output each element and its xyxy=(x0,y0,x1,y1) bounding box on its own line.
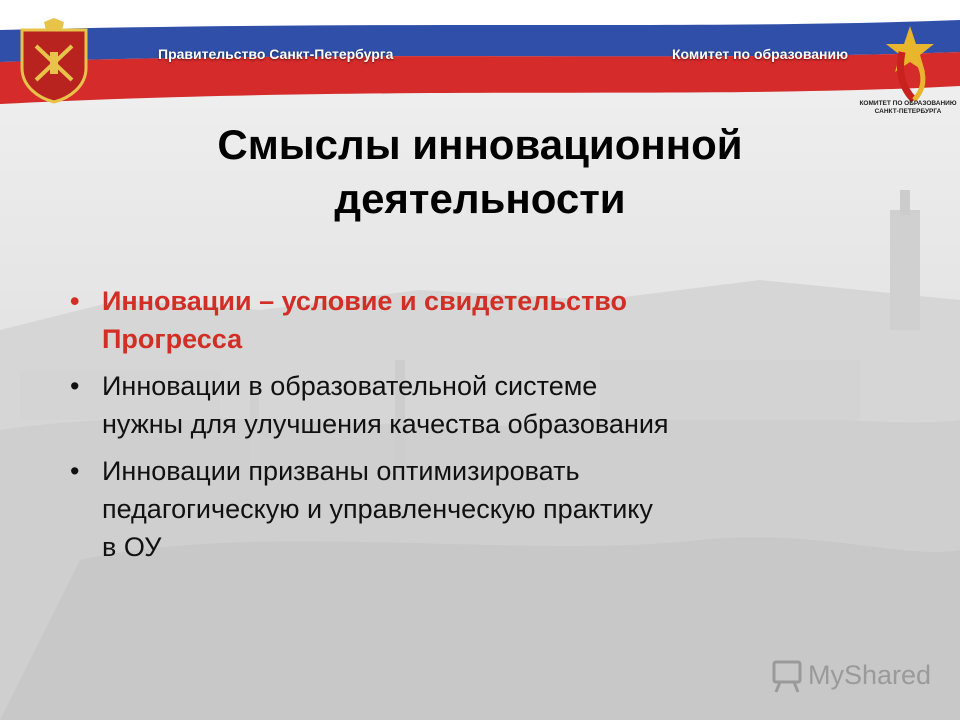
bullet-line: в ОУ xyxy=(102,532,162,562)
bullet-item-progress xyxy=(70,282,890,358)
bullet-item-education-quality xyxy=(70,367,890,443)
slide-title xyxy=(80,118,880,226)
bullet-line: педагогическую и управленческую практику xyxy=(102,494,653,524)
bullet-line: нужны для улучшения качества образования xyxy=(102,409,669,439)
slide-title-line2: деятельности xyxy=(334,175,626,222)
committee-logo-caption xyxy=(856,100,960,116)
watermark-text: MyShared xyxy=(808,660,932,690)
committee-caption-line2: САНКТ-ПЕТЕРБУРГА xyxy=(874,108,942,115)
bullet-list xyxy=(70,282,890,575)
bullet-line: Инновации призваны оптимизировать xyxy=(102,456,580,486)
committee-caption-line1: КОМИТЕТ ПО ОБРАЗОВАНИЮ xyxy=(859,100,957,107)
committee-label: Комитет по образованию xyxy=(672,46,849,62)
bullet-item-optimize-practice xyxy=(70,452,890,566)
bullet-line: Инновации – условие и свидетельство xyxy=(102,286,628,316)
spb-coat-of-arms-icon xyxy=(12,18,96,104)
slide-title-line1: Смыслы инновационной xyxy=(217,121,743,168)
bullet-line: Прогресса xyxy=(102,324,243,354)
bullet-marker: • xyxy=(70,371,80,401)
bullet-marker: • xyxy=(70,456,80,486)
government-label: Правительство Санкт-Петербурга xyxy=(158,46,394,62)
bullet-marker: • xyxy=(70,286,80,316)
bullet-line: Инновации в образовательной системе xyxy=(102,371,598,401)
